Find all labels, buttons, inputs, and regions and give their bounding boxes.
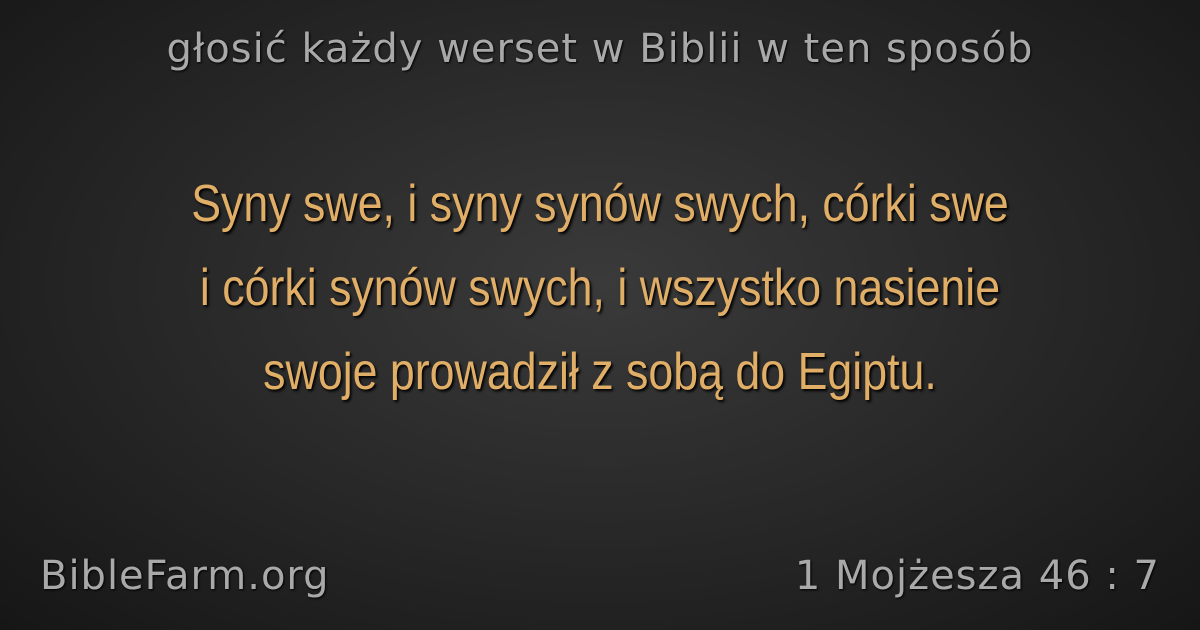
- site-name: BibleFarm.org: [40, 553, 330, 599]
- verse-line-2: i córki synów swych, i wszystko nasienie: [199, 259, 1001, 317]
- verse-text: [40, 162, 1160, 414]
- verse-line-3: swoje prowadził z sobą do Egiptu.: [263, 343, 937, 401]
- verse-reference: 1 Mojżesza 46 : 7: [794, 553, 1160, 599]
- verse-line-1: Syny swe, i syny synów swych, córki swe: [191, 175, 1009, 233]
- tagline: głosić każdy werset w Biblii w ten sposób: [166, 26, 1034, 72]
